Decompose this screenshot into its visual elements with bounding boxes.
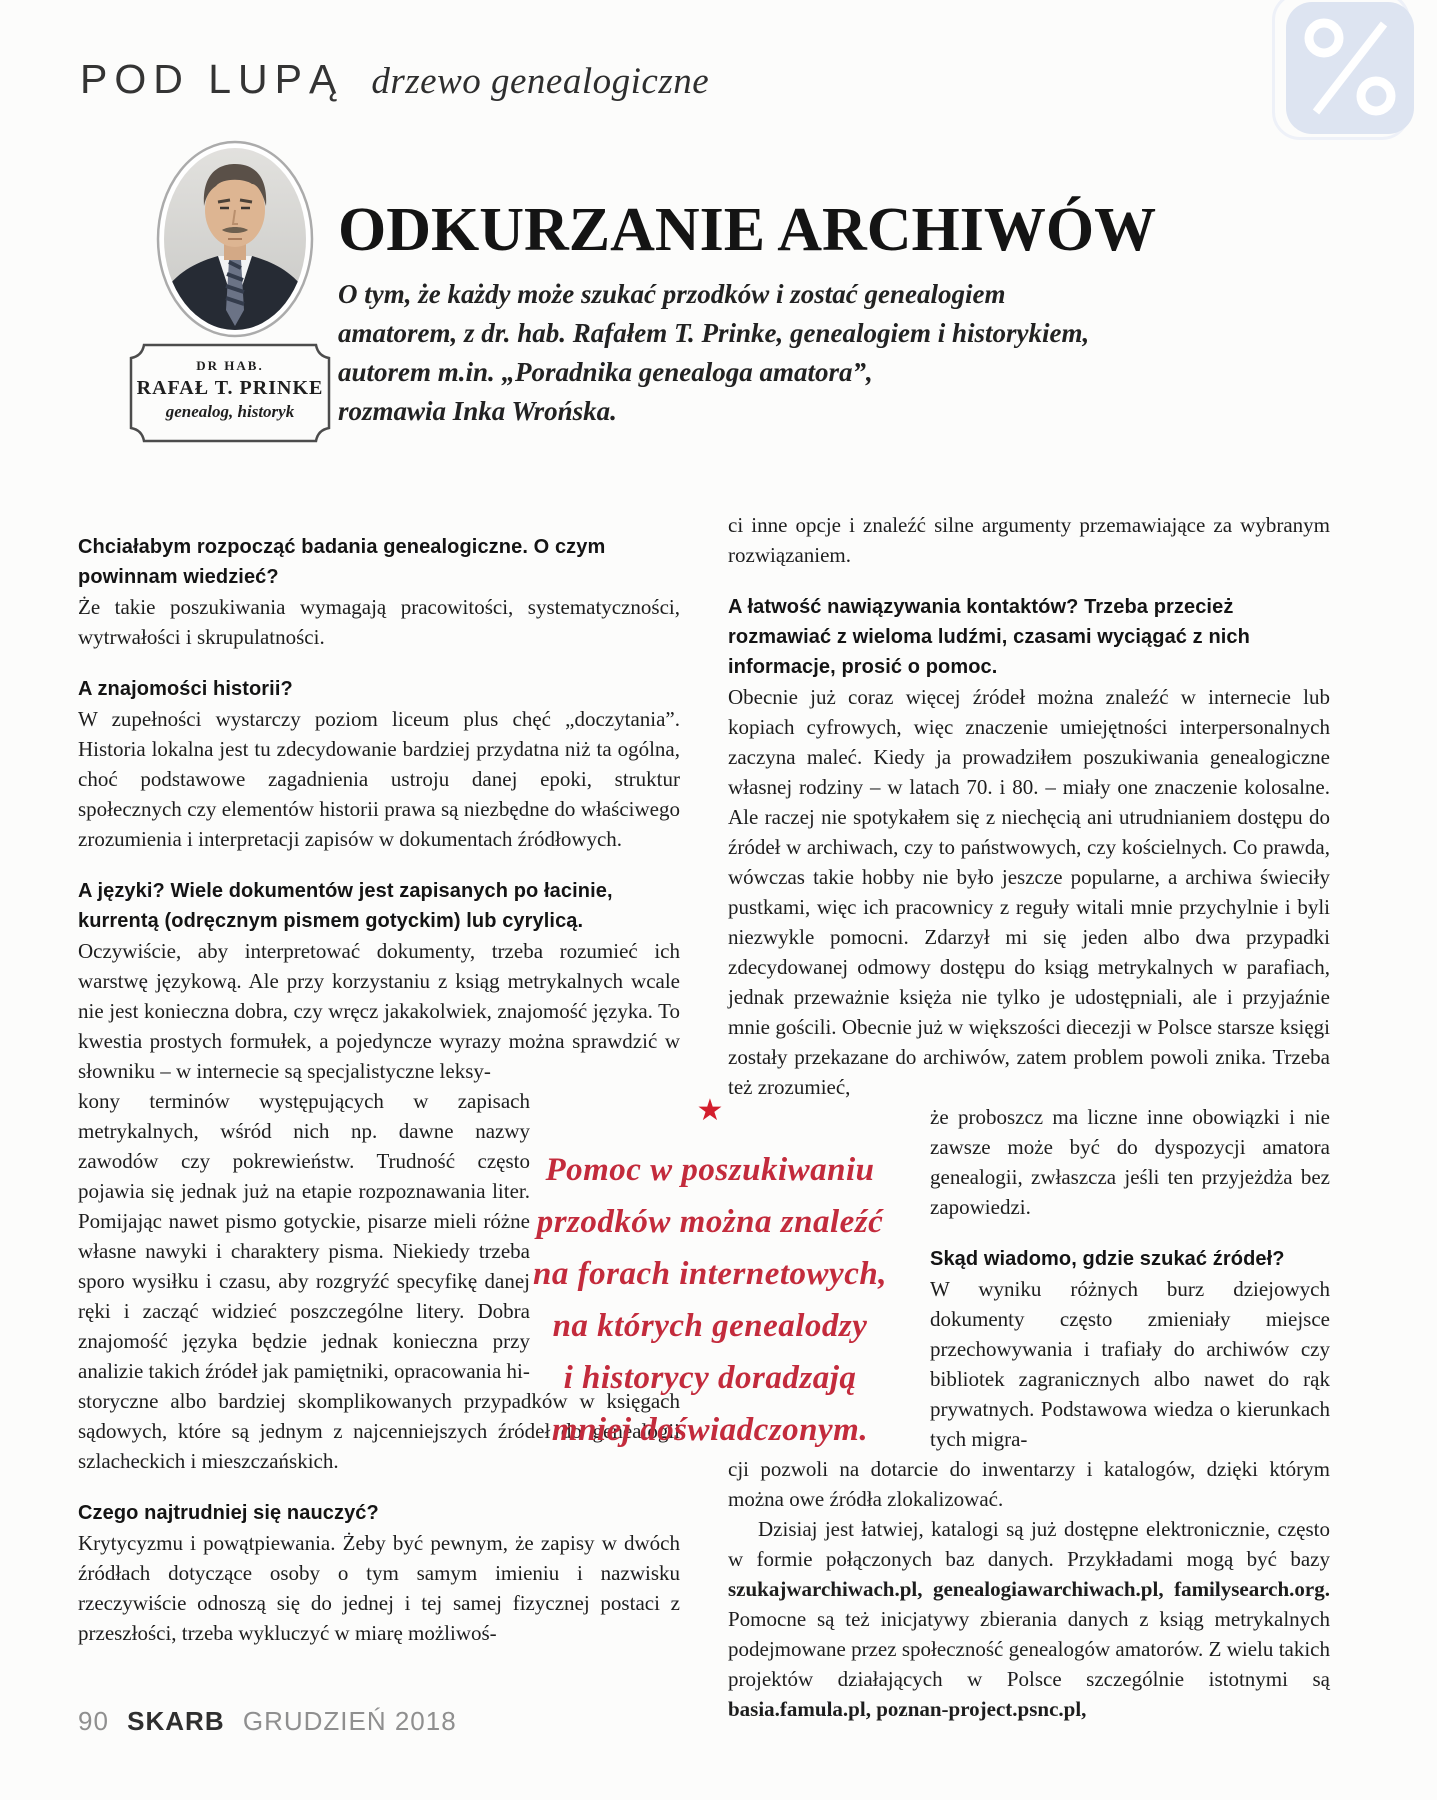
interview-answer: Że takie poszukiwania wymagają pracowitości, systematyczności, wytrwałości i skrupulatności. <box>78 595 680 649</box>
title-block <box>338 198 1168 431</box>
pull-quote-line: na których genealodzy <box>552 1308 868 1344</box>
caption-name: RAFAŁ T. PRINKE <box>136 377 324 399</box>
standfirst-line: autorem m.in. „Poradnika genealoga amatora”, <box>338 357 873 387</box>
interview-answer: storyczne albo bardziej skomplikowanych przypadków w księgach sądowych, które są jednym z najcenniejszych źródeł do genealogii szlacheckich i mieszczańskich. <box>78 1389 680 1473</box>
interviewee-portrait <box>156 140 314 338</box>
article-title: ODKURZANIE ARCHIWÓW <box>338 196 1157 264</box>
star-icon: ★ <box>696 1094 724 1127</box>
interview-question: Czego najtrudniej się nauczyć? <box>78 1502 379 1524</box>
interview-answer <box>728 1514 1330 1724</box>
page-number: 90 <box>78 1706 109 1736</box>
pull-quote-line: na forach internetowych, <box>533 1256 887 1292</box>
issue-date: GRUDZIEŃ 2018 <box>242 1706 457 1736</box>
pull-quote <box>500 1096 920 1456</box>
percent-badge <box>1272 0 1432 150</box>
website-name: szukajwarchiwach.pl, genealogiawarchiwach.pl, familysearch.org. <box>728 1577 1330 1601</box>
section-kicker: POD LUPĄ <box>80 56 344 102</box>
website-name: basia.famula.pl, poznan-project.psnc.pl, <box>728 1697 1087 1721</box>
interview-question: A znajomości historii? <box>78 678 293 700</box>
body-column-left <box>78 510 680 1648</box>
standfirst-line: rozmawia Inka Wrońska. <box>338 396 617 426</box>
answer-text: Pomocne są też inicjatywy zbierania danych z ksiąg metrykalnych podejmowane przez społeczność genealogów amatorów. Z wielu takich projektów działających w Polsce szczególnie istotnymi są <box>728 1607 1330 1691</box>
standfirst-line: O tym, że każdy może szukać przodków i zostać genealogiem <box>338 279 1006 309</box>
interview-answer: ci inne opcje i znaleźć silne argumenty przemawiające za wybranym rozwiązaniem. <box>728 513 1330 567</box>
magazine-name: SKARB <box>127 1706 225 1736</box>
pull-quote-line: mniej doświadczonym. <box>551 1412 869 1448</box>
interview-question: A języki? Wiele dokumentów jest zapisanych po łacinie, kurrentą (odręcznym pismem gotyckim) lub cyrylicą. <box>78 880 613 932</box>
interview-answer: Krytycyzmu i powątpiewania. Żeby być pewnym, że zapisy w dwóch źródłach dotyczące osoby o tym samym imieniu i nazwisku rzeczywiście odnoszą się do jednej i tej samej fizycznej postaci z przeszłości, trzeba wykluczyć w miarę możliwoś- <box>78 1531 680 1645</box>
interview-answer: że proboszcz ma liczne inne obowiązki i nie zawsze może być do dyspozycji amatora genealogii, zwłaszcza jeśli ten przyjeżdża bez zapowiedzi. <box>930 1105 1330 1219</box>
pull-quote-text <box>500 1144 920 1456</box>
pull-quote-line: Pomoc w poszukiwaniu <box>545 1152 875 1188</box>
interview-answer: kony terminów występujących w zapisach metrykalnych, wśród nich np. dawne nazwy zawodów czy pokrewieństw. Trudność często pojawia się jednak już na etapie rozpoznawania liter. Pomijając nawet pismo gotyckie, pisarze mieli różne własne nawyki i charaktery pisma. Niekiedy trzeba sporo wysiłku i czasu, aby rozgryźć specyfikę danej ręki i zacząć widzieć poszczególne litery. Dobra znajomość języka będzie jednak konieczna przy analizie takich źródeł jak pamiętniki, opracowania hi- <box>78 1089 530 1383</box>
interview-answer: cji pozwoli na dotarcie do inwentarzy i katalogów, dzięki którym można owe źródła zlokalizować. <box>728 1457 1330 1511</box>
percent-icon <box>1286 2 1414 134</box>
page-header <box>80 56 709 103</box>
caption-degree: DR HAB. <box>196 358 264 373</box>
pull-quote-line: przodków można znaleźć <box>536 1204 884 1240</box>
standfirst-line: amatorem, z dr. hab. Rafałem T. Prinke, genealogiem i historykiem, <box>338 318 1090 348</box>
interview-question: Skąd wiadomo, gdzie szukać źródeł? <box>930 1248 1285 1270</box>
interview-answer: Obecnie już coraz więcej źródeł można znaleźć w internecie lub kopiach cyfrowych, więc znaczenie umiejętności interpersonalnych zaczyna maleć. Kiedy ja prowadziłem poszukiwania genealogiczne własnej rodziny – w latach 70. i 80. – miały one znaczenie kolosalne. Ale raczej nie spotykałem się z niechęcią ani utrudnianiem dostępu do źródeł w archiwach, czy to państwowych, czy kościelnych. Co prawda, wówczas takie hobby nie było jeszcze popularne, a archiwa świeciły pustkami, więc ich pracownicy z reguły witali mnie przychylnie i byli niezwykle pomocni. Zdarzył mi się jeden albo dwa przypadki zdecydowanej odmowy dostępu do ksiąg metrykalnych w parafiach, jednak przeważnie księża nie tylko je udostępniali, ale i przyjaźnie mnie gościli. Obecnie już w większości diecezji w Polsce starsze księgi zostały przekazane do archiwów, zatem problem powoli znika. Trzeba też zrozumieć, <box>728 685 1330 1099</box>
portrait-caption <box>129 343 331 443</box>
interview-question: Chciałabym rozpocząć badania genealogiczne. O czym powinnam wiedzieć? <box>78 536 606 588</box>
page-footer <box>78 1706 457 1737</box>
answer-text: Dzisiaj jest łatwiej, katalogi są już dostępne elektronicznie, często w formie połączonych baz danych. Przykładami mogą być bazy <box>728 1517 1330 1571</box>
interview-answer: W wyniku różnych burz dziejowych dokumenty często zmieniały miejsce przechowywania i trafiały do archiwów czy bibliotek zagranicznych albo nawet do rąk prywatnych. Podstawowa wiedza o kierunkach tych migra- <box>930 1277 1330 1451</box>
section-topic: drzewo genealogiczne <box>371 61 710 102</box>
standfirst <box>338 275 1168 431</box>
caption-role: genealog, historyk <box>165 402 295 421</box>
interview-answer: Oczywiście, aby interpretować dokumenty, trzeba rozumieć ich warstwę językową. Ale przy korzystaniu z ksiąg metrykalnych wcale nie jest konieczna dobra, czy wręcz jakakolwiek, znajomość języka. To kwestia prostych formułek, a pojedyncze wyrazy można sprawdzić w słowniku – w internecie są specjalistyczne leksy- <box>78 939 680 1083</box>
interview-question: A łatwość nawiązywania kontaktów? Trzeba przecież rozmawiać z wieloma ludźmi, czasami wyciągać z nich informacje, prosić o pomoc. <box>728 596 1250 678</box>
pull-quote-line: i historycy doradzają <box>563 1360 857 1396</box>
interview-answer: W zupełności wystarczy poziom liceum plus chęć „doczytania”. Historia lokalna jest tu zdecydowanie bardziej przydatna niż ta ogólna, choć podstawowe zagadnienia ustroju danej epoki, struktur społecznych czy elementów historii prawa są niezbędne do właściwego zrozumienia i interpretacji zapisów w dokumentach źródłowych. <box>78 707 680 851</box>
